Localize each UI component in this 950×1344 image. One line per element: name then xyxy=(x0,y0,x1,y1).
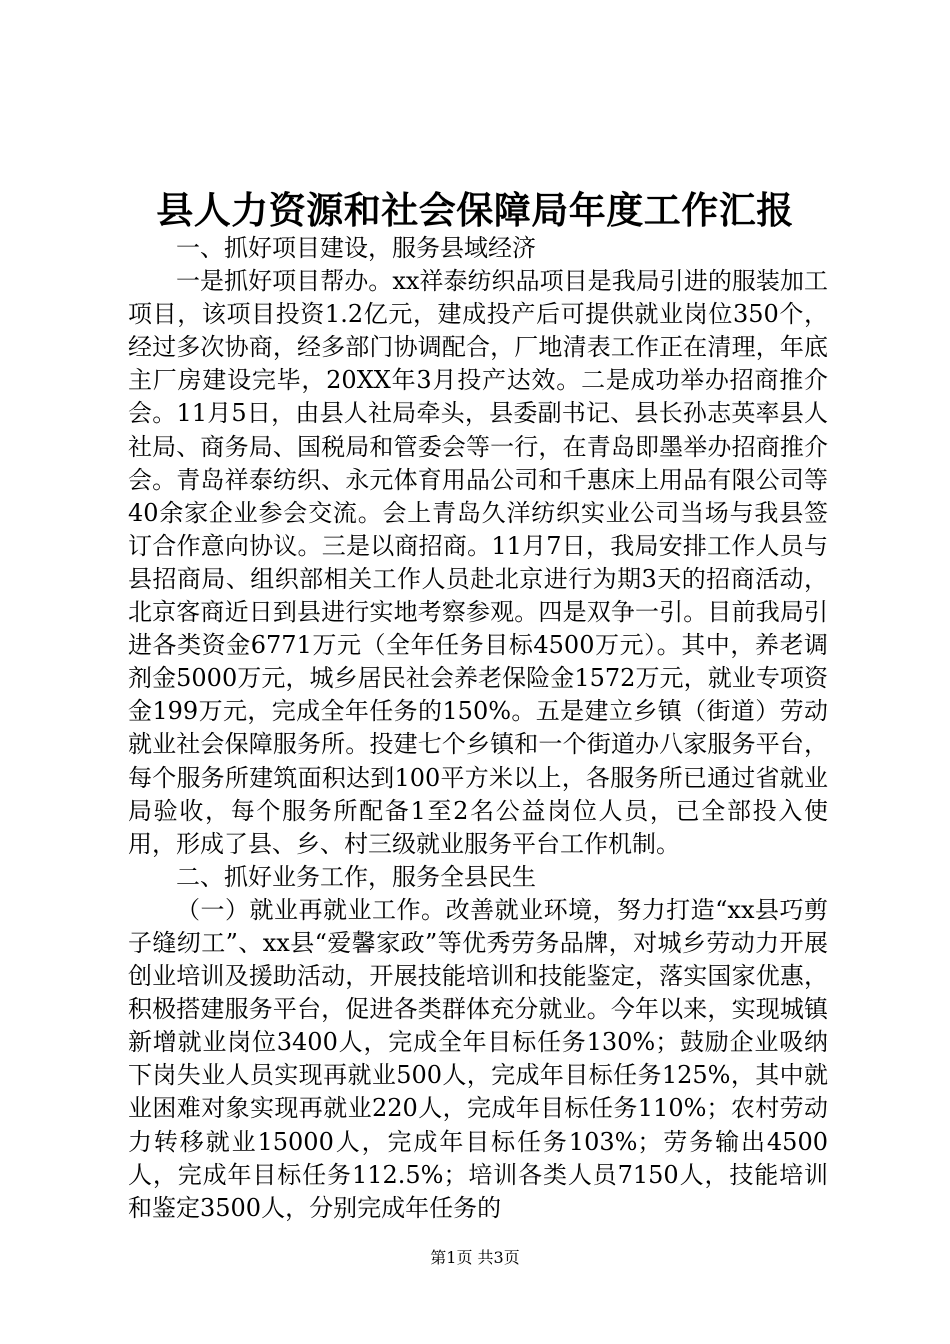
document-title: 县人力资源和社会保障局年度工作汇报 xyxy=(156,188,794,232)
section-heading-1: 一、抓好项目建设，服务县域经济 xyxy=(176,234,536,262)
body-paragraph-2: （一）就业再就业工作。改善就业环境，努力打造“xx县巧剪子缝纫工”、xx县“爱馨家政”等优秀劳务品牌，对城乡劳动力开展创业培训及援助活动，开展技能培训和技能鉴定，落实国家优惠，积极搭建服务平台，促进各类群体充分就业。今年以来，实现城镇新增就业岗位3400人，完成全年目标任务130%；鼓励企业吸纳下岗失业人员实现再就业500人，完成年目标任务125%，其中就业困难对象实现再就业220人，完成年目标任务110%；农村劳动力转移就业15000人，完成年目标任务103%；劳务输出4500人，完成年目标任务112.5%；培训各类人员7150人，技能培训和鉴定3500人，分别完成年任务的 xyxy=(128,895,828,1222)
section-heading-2: 二、抓好业务工作，服务全县民生 xyxy=(176,862,536,891)
page-number-footer: 第1页 共3页 xyxy=(430,1248,520,1267)
body-paragraph-1: 一是抓好项目帮办。xx祥泰纺织品项目是我局引进的服装加工项目，该项目投资1.2亿元，建成投产后可提供就业岗位350个，经过多次协商，经多部门协调配合，厂地清表工作正在清理，年底主厂房建设完毕，20XX年3月投产达效。二是成功举办招商推介会。11月5日，由县人社局牵头，县委副书记、县长孙志英率县人社局、商务局、国税局和管委会等一行，在青岛即墨举办招商推介会。青岛祥泰纺织、永元体育用品公司和千惠床上用品有限公司等40余家企业参会交流。会上青岛久洋纺织实业公司当场与我县签订合作意向协议。三是以商招商。11月7日，我局安排工作人员与县招商局、组织部相关工作人员赴北京进行为期3天的招商活动，北京客商近日到县进行实地考察参观。四是双争一引。目前我局引进各类资金6771万元（全年任务目标4500万元）。其中，养老调剂金5000万元，城乡居民社会养老保险金1572万元，就业专项资金199万元，完成全年任务的150%。五是建立乡镇（街道）劳动就业社会保障服务所。投建七个乡镇和一个街道办八家服务平台，每个服务所建筑面积达到100平方米以上，各服务所已通过省就业局验收，每个服务所配备1至2名公益岗位人员，已全部投入使用，形成了县、乡、村三级就业服务平台工作机制。 xyxy=(128,267,828,858)
document-body xyxy=(128,232,828,1225)
